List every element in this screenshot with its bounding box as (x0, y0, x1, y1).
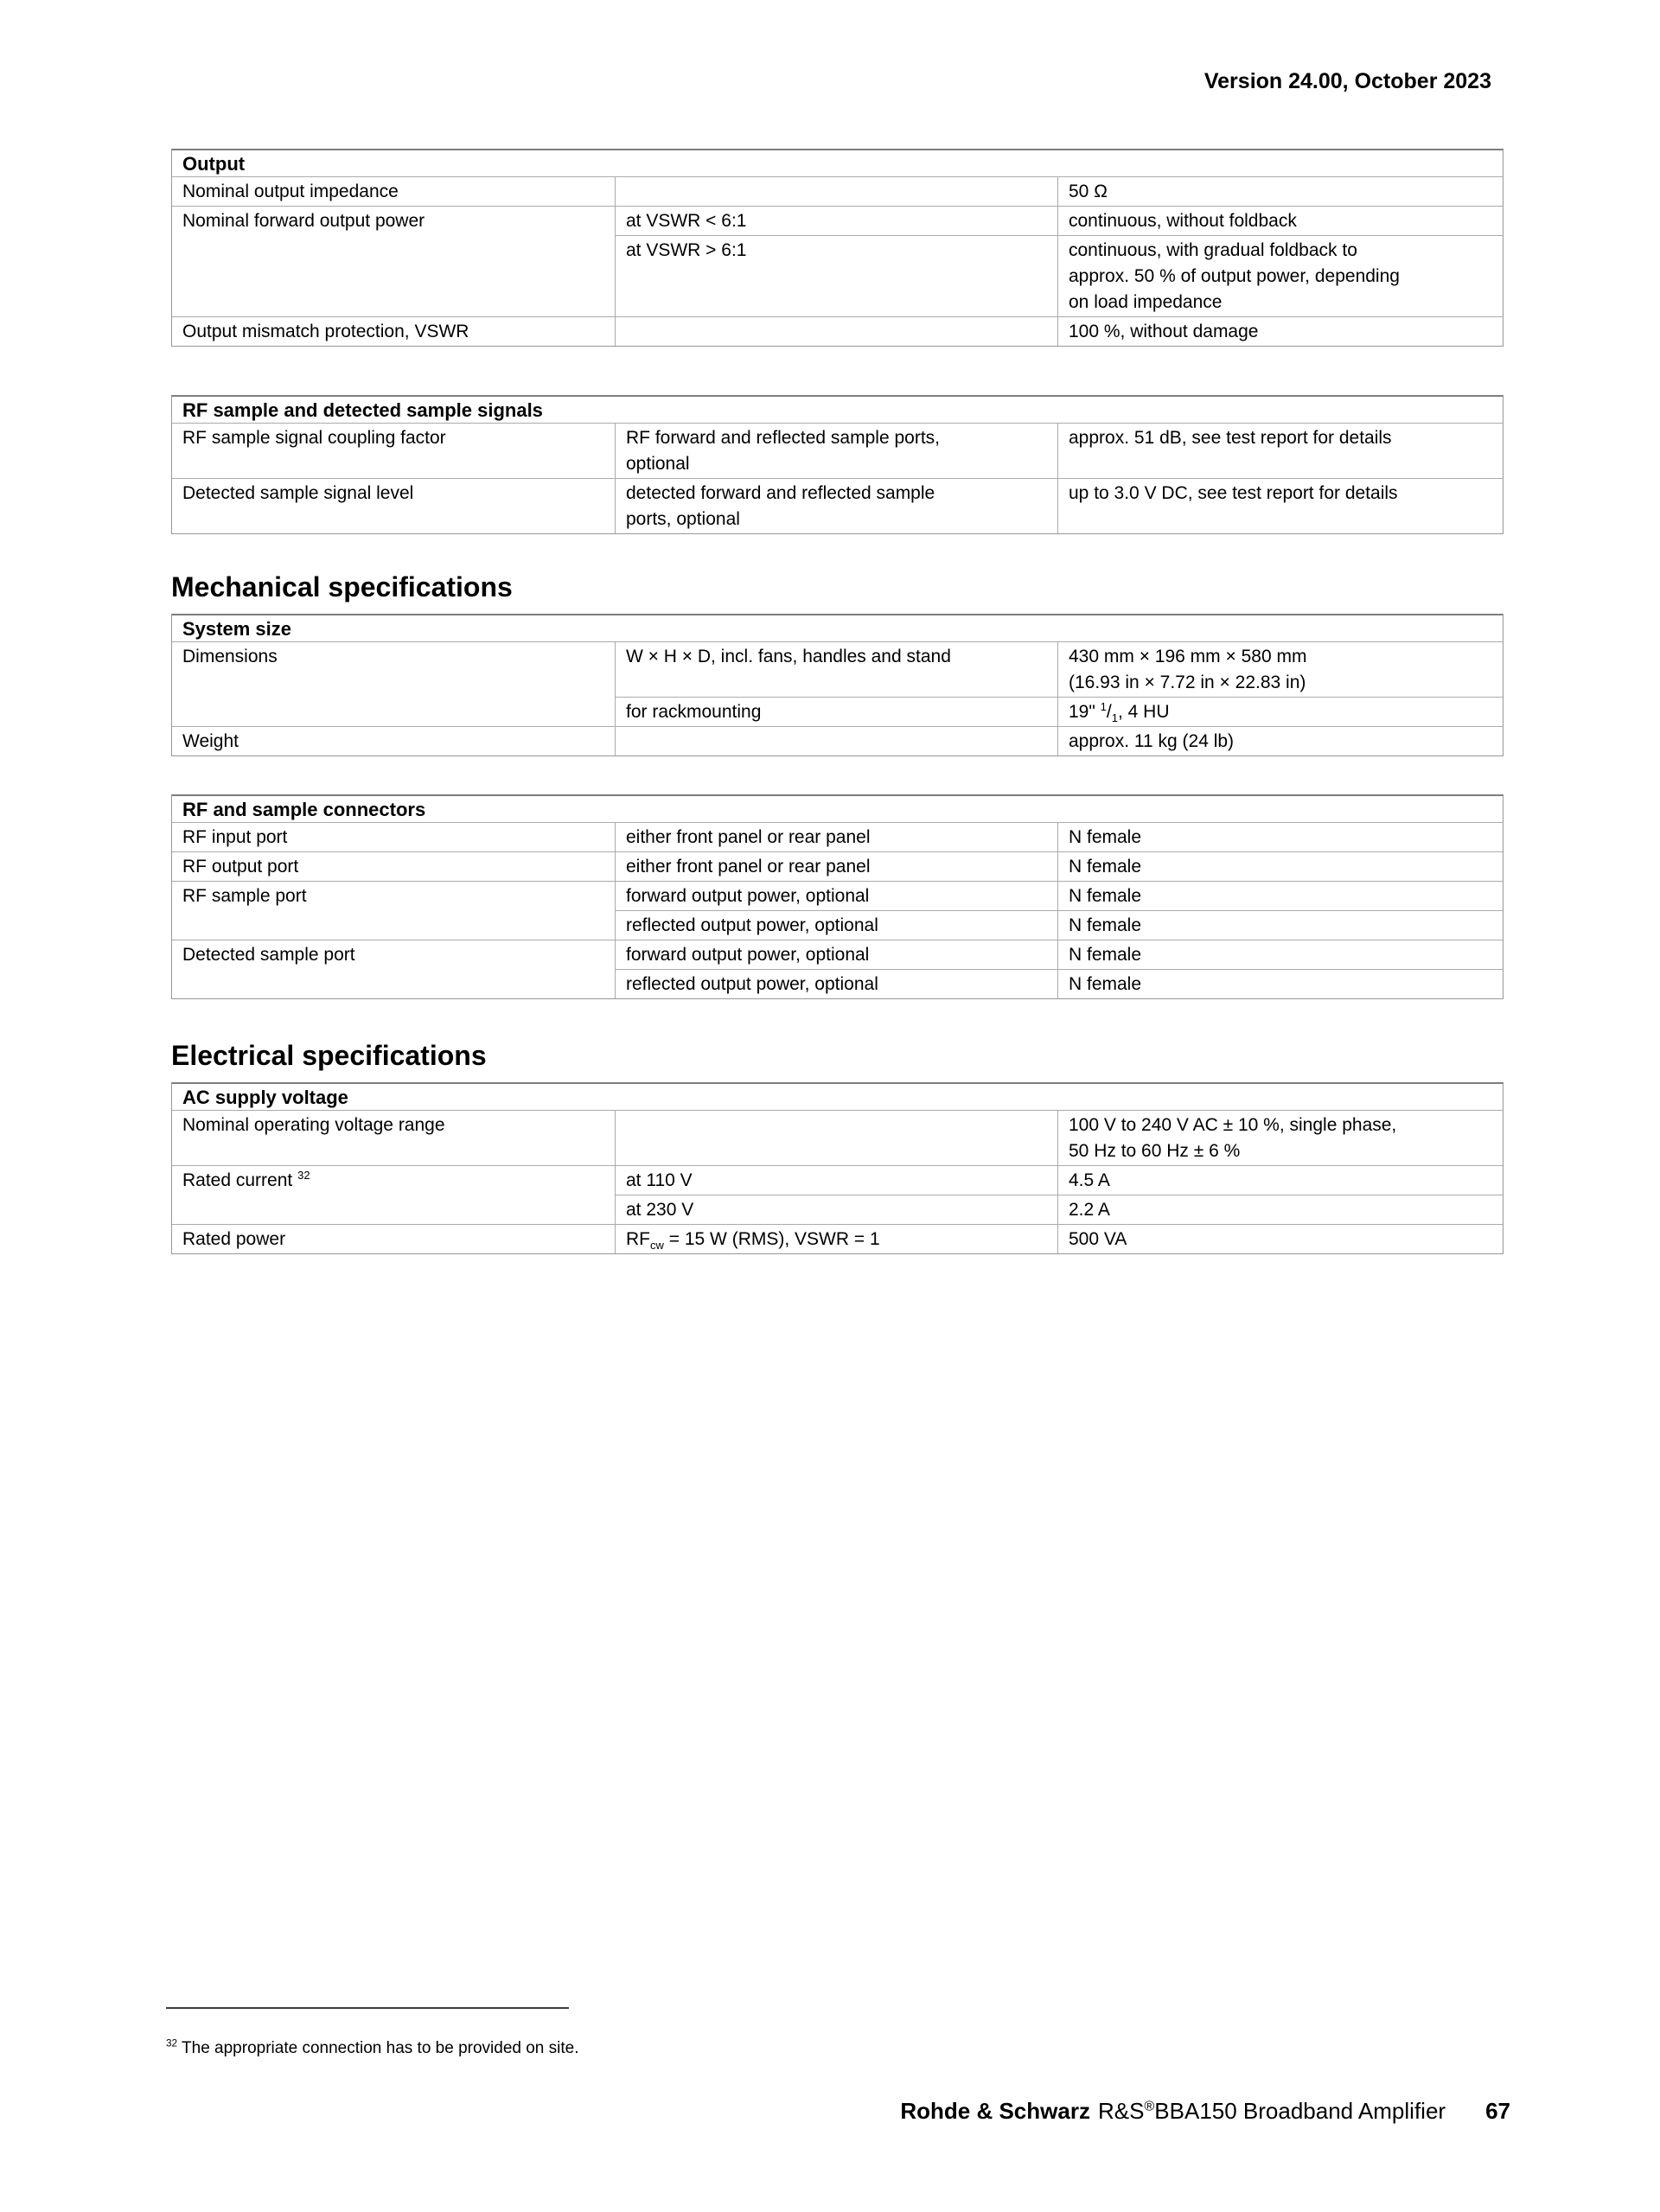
value-text: 100 %, without damage (1069, 322, 1259, 341)
table-row (616, 177, 1503, 206)
spec-label-text: RF output port (182, 857, 299, 877)
value-text: 100 V to 240 V AC ± 10 %, single phase, 50 Hz to 60 Hz ± 6 % (1069, 1115, 1397, 1161)
condition-text: at VSWR < 6:1 (626, 211, 747, 231)
rf-sample-table (171, 395, 1504, 534)
value-cell (1058, 479, 1503, 533)
value-text: 500 VA (1069, 1229, 1127, 1249)
value-cell (1058, 1195, 1503, 1224)
table-title-text: RF sample and detected sample signals (182, 399, 543, 421)
table-title-text: Output (182, 153, 246, 175)
table-row (616, 1111, 1503, 1165)
spec-band (172, 881, 1503, 940)
condition-cell (616, 698, 1058, 726)
spec-label-text: Nominal forward output power (182, 211, 425, 231)
condition-cell (616, 1111, 1058, 1165)
spec-band-rows (616, 207, 1503, 316)
value-text: 19" $^1/_1$, 4 HU (1069, 700, 1170, 725)
condition-text: RF forward and reflected sample ports, optional (626, 428, 940, 474)
connectors-table (171, 794, 1504, 999)
table-row (616, 317, 1503, 346)
table-title-text: AC supply voltage (182, 1087, 348, 1108)
mechanical-specifications-heading: Mechanical specifications (171, 571, 513, 602)
table-row (616, 727, 1503, 755)
table-title (172, 397, 1503, 423)
spec-band (172, 851, 1503, 881)
spec-band-rows (616, 424, 1503, 478)
spec-label-cell (172, 940, 616, 998)
spec-band-rows (616, 479, 1503, 533)
spec-band-rows (616, 882, 1503, 940)
condition-cell (616, 911, 1058, 940)
spec-label-text: Dimensions (182, 647, 278, 666)
spec-band (172, 822, 1503, 851)
spec-band (172, 478, 1503, 533)
value-text: N female (1069, 827, 1142, 847)
value-cell (1058, 882, 1503, 910)
condition-cell (616, 940, 1058, 969)
table-title (172, 796, 1503, 822)
table-row (616, 207, 1503, 235)
value-text: N female (1069, 915, 1142, 935)
ac-supply-table (171, 1082, 1504, 1254)
value-text: N female (1069, 945, 1142, 965)
value-cell (1058, 317, 1503, 346)
spec-label-text: RF sample port (182, 886, 307, 906)
condition-cell (616, 882, 1058, 910)
value-text: N female (1069, 886, 1142, 906)
value-cell (1058, 911, 1503, 940)
spec-label-cell (172, 882, 616, 940)
value-cell (1058, 970, 1503, 998)
table-row (616, 1166, 1503, 1195)
value-text: approx. 11 kg (24 lb) (1069, 731, 1235, 751)
condition-cell (616, 1195, 1058, 1224)
table-title (172, 150, 1503, 176)
spec-label-cell (172, 177, 616, 206)
value-cell (1058, 424, 1503, 478)
spec-label-cell (172, 1225, 616, 1253)
condition-cell (616, 852, 1058, 881)
spec-label-cell (172, 479, 616, 533)
electrical-specifications-heading: Electrical specifications (171, 1040, 487, 1071)
value-text: 2.2 A (1069, 1200, 1110, 1220)
spec-label-text: Rated power (182, 1229, 286, 1249)
spec-band (172, 940, 1503, 998)
table-row (616, 424, 1503, 478)
value-cell (1058, 823, 1503, 851)
spec-band (172, 641, 1503, 726)
table-title (172, 1084, 1503, 1110)
table-row (616, 882, 1503, 910)
spec-label-text: Nominal output impedance (182, 182, 399, 201)
spec-band-rows (616, 823, 1503, 851)
footer-company: Rohde & Schwarz (900, 2098, 1090, 2124)
condition-cell (616, 642, 1058, 697)
footnote (166, 2037, 579, 2061)
condition-text: reflected output power, optional (626, 974, 878, 994)
page-footer (900, 2097, 1510, 2125)
spec-label-cell (172, 424, 616, 478)
value-text: approx. 51 dB, see test report for details (1069, 428, 1392, 448)
spec-label-cell (172, 1166, 616, 1224)
value-text: up to 3.0 V DC, see test report for details (1069, 483, 1398, 503)
spec-band (172, 1165, 1503, 1224)
spec-label-cell (172, 317, 616, 346)
condition-text: for rackmounting (626, 702, 762, 722)
spec-band (172, 726, 1503, 755)
page-content (171, 0, 1504, 1254)
value-cell (1058, 642, 1503, 697)
table-title-text: RF and sample connectors (182, 799, 426, 820)
condition-cell (616, 1225, 1058, 1253)
condition-text: W × H × D, incl. fans, handles and stand (626, 647, 951, 666)
value-text: N female (1069, 857, 1142, 877)
value-text: N female (1069, 974, 1142, 994)
spec-label-text: Nominal operating voltage range (182, 1115, 445, 1135)
table-row (616, 642, 1503, 697)
spec-band-rows (616, 1166, 1503, 1224)
condition-cell (616, 1166, 1058, 1195)
table-row (616, 823, 1503, 851)
condition-text: forward output power, optional (626, 945, 870, 965)
table-row (616, 852, 1503, 881)
table-title-text: System size (182, 618, 291, 640)
value-cell (1058, 1225, 1503, 1253)
table-row (616, 235, 1503, 316)
table-row (616, 1225, 1503, 1253)
condition-text: at 230 V (626, 1200, 694, 1220)
value-cell (1058, 1111, 1503, 1165)
spec-band (172, 423, 1503, 478)
spec-label-text: Output mismatch protection, VSWR (182, 322, 469, 341)
spec-band (172, 1224, 1503, 1253)
spec-label-cell (172, 642, 616, 726)
spec-band-rows (616, 940, 1503, 998)
value-cell (1058, 207, 1503, 235)
spec-label-text: Detected sample signal level (182, 483, 414, 503)
condition-text: $RF_{cw} = 15$ W (RMS), VSWR = 1 (626, 1229, 880, 1253)
footnote-separator (166, 2007, 569, 2009)
spec-band-rows (616, 852, 1503, 881)
spec-band-rows (616, 727, 1503, 755)
footnote-text: $^{32}$ The appropriate connection has to be provided on site. (166, 2037, 579, 2057)
table-row (616, 697, 1503, 726)
value-text: 50 Ω (1069, 182, 1108, 201)
condition-text: at VSWR > 6:1 (626, 240, 747, 260)
spec-label-text: RF input port (182, 827, 288, 847)
condition-text: either front panel or rear panel (626, 827, 871, 847)
table-row (616, 479, 1503, 533)
value-cell (1058, 698, 1503, 726)
condition-cell (616, 236, 1058, 316)
condition-text: at 110 V (626, 1170, 693, 1190)
spec-band (172, 1110, 1503, 1165)
condition-cell (616, 727, 1058, 755)
value-text: continuous, without foldback (1069, 211, 1297, 231)
spec-label-text: Detected sample port (182, 945, 355, 965)
condition-cell (616, 479, 1058, 533)
condition-cell (616, 207, 1058, 235)
spec-label-cell (172, 727, 616, 755)
table-row (616, 910, 1503, 940)
value-text: 430 mm × 196 mm × 580 mm (16.93 in × 7.72 in × 22.83 in) (1069, 647, 1307, 692)
page-header (171, 0, 1504, 95)
spec-band-rows (616, 1225, 1503, 1253)
footer-product: R&S®BBA150 Broadband Amplifier (1097, 2098, 1446, 2124)
spec-band (172, 206, 1503, 316)
spec-label-text: Rated current $^{32}$ (182, 1169, 310, 1190)
value-cell (1058, 727, 1503, 755)
output-table (171, 149, 1504, 347)
spec-band (172, 316, 1503, 346)
condition-text: forward output power, optional (626, 886, 870, 906)
value-cell (1058, 1166, 1503, 1195)
table-row (616, 1195, 1503, 1224)
spec-label-text: Weight (182, 731, 239, 751)
condition-text: reflected output power, optional (626, 915, 878, 935)
spec-band-rows (616, 1111, 1503, 1165)
version-label: Version 24.00, October 2023 (1204, 69, 1491, 93)
value-text: 4.5 A (1069, 1170, 1110, 1190)
spec-band-rows (616, 317, 1503, 346)
spec-label-text: RF sample signal coupling factor (182, 428, 446, 448)
spec-label-cell (172, 823, 616, 851)
condition-cell (616, 424, 1058, 478)
value-cell (1058, 177, 1503, 206)
spec-band-rows (616, 177, 1503, 206)
condition-cell (616, 317, 1058, 346)
spec-label-cell (172, 207, 616, 316)
table-title (172, 615, 1503, 641)
condition-cell (616, 177, 1058, 206)
condition-cell (616, 970, 1058, 998)
condition-cell (616, 823, 1058, 851)
table-row (616, 969, 1503, 998)
spec-label-cell (172, 852, 616, 881)
spec-band (172, 176, 1503, 206)
value-cell (1058, 236, 1503, 316)
condition-text: detected forward and reflected sample ports, optional (626, 483, 935, 529)
condition-text: either front panel or rear panel (626, 857, 871, 877)
footer-page-number: 67 (1485, 2098, 1510, 2124)
spec-label-cell (172, 1111, 616, 1165)
value-cell (1058, 940, 1503, 969)
system-size-table (171, 614, 1504, 756)
table-row (616, 940, 1503, 969)
value-cell (1058, 852, 1503, 881)
spec-band-rows (616, 642, 1503, 726)
value-text: continuous, with gradual foldback to approx. 50 % of output power, depending on load impedance (1069, 240, 1400, 312)
